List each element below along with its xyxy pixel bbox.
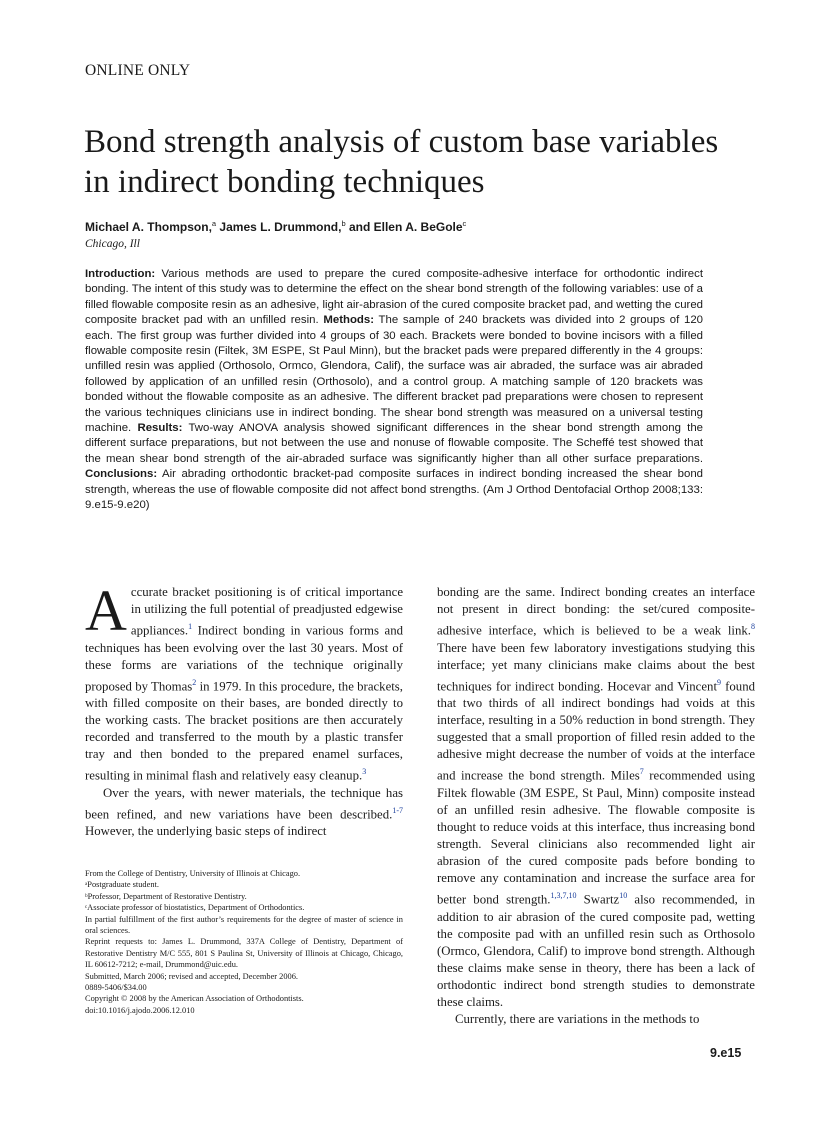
author-name: and Ellen A. BeGole	[348, 220, 463, 234]
footnote: ᵃPostgraduate student.	[85, 880, 159, 890]
footnote: ᵇProfessor, Department of Restorative Dentistry.	[85, 891, 247, 901]
body-paragraph	[437, 584, 755, 1011]
citation-link[interactable]: 10	[619, 891, 628, 901]
body-text: Swartz	[576, 892, 620, 907]
body-text: Over the years, with newer materials, the technique has been refined, and new variations have been described.	[85, 785, 403, 822]
citation-link[interactable]: 9	[717, 677, 721, 687]
abstract	[85, 267, 703, 514]
body-column-left	[85, 578, 403, 840]
footnote: In partial fulfillment of the first author’s requirements for the degree of master of science in oral sciences.	[85, 914, 403, 936]
footnotes	[85, 868, 403, 1016]
citation-link[interactable]: 7	[639, 767, 644, 777]
section-label: ONLINE ONLY	[85, 62, 191, 79]
citation-link[interactable]: 2	[192, 677, 197, 687]
abstract-results-text: Two-way ANOVA analysis showed significant differences in the shear bond strength among the different surface preparations, but not between the use and nonuse of flowable composite. The Scheffé test showed that the mean shear bond strength of the air-abraded surface was significantly higher than all other surface preparations.	[85, 422, 703, 465]
article-title: Bond strength analysis of custom base variables in indirect bonding techniques	[84, 124, 719, 200]
footnote: Copyright © 2008 by the American Association of Orthodontists.	[85, 994, 304, 1004]
body-text: also recommended, in addition to air abrasion of the cured composite pad, wetting the composite pad with an unfilled resin such as Orthosolo (Ormco, Glendora, Calif) to improve bond strength. Although these claims make sense in theory, there has been a lack of orthodontic indirect bond strength studies to demonstrate these claims.	[437, 892, 755, 1010]
abstract-results-label: Results:	[131, 422, 183, 435]
footnote: Reprint requests to: James L. Drummond, 337A College of Dentistry, Department of Restorative Dentistry M/C 555, 801 S Paulina St, University of Illinois at Chicago, Chicago, IL 60612-7212; e-mail, Drummond@uic.edu.	[85, 937, 403, 970]
abstract-methods-text: The sample of 240 brackets was divided into 2 groups of 120 each. The first group was further divided into 4 groups of 30 each. Brackets were bonded to bovine incisors with a filled flowable composite resin (Filtek, 3M ESPE, St Paul Minn), but the bracket pads were prepared differently in the 4 groups: unfilled resin was applied (Orthosolo, Ormco, Glendora, Calif), the surface was air abraded, the surface was air abraded followed by application of an unfilled resin (Orthosolo), and a control group. A matching sample of 120 brackets was bonded without the flowable composite as an adhesive. The different bracket pad preparations were chosen to represent the various techniques clinicians use in indirect bonding. The shear bond strength was measured on a universal testing machine.	[85, 314, 704, 435]
author-location: Chicago, Ill	[85, 238, 140, 250]
abstract-intro-text: Various methods are used to prepare the cured composite-adhesive interface for orthodontic indirect bonding. The intent of this study was to determine the effect on the shear bond strength of the following variables: use of a filled flowable composite resin as an adhesive, light air-abrasion of the cured composite bracket pad, and wetting the cured composite bracket pad with an unfilled resin.	[85, 268, 703, 327]
abstract-conclusions-label: Conclusions:	[85, 468, 158, 481]
body-paragraph	[85, 578, 403, 785]
body-text: recommended using Filtek flowable (3M ESPE, St Paul, Minn) composite instead of an unfilled resin adhesive. The flowable composite is thought to reduce voids at this interface, thus increasing bond strength. Several clinicians also recommended light air abrasion of the cured composite pads before bonding to remove any contamination and increase the surface area for better bond strength.	[437, 768, 755, 907]
body-text: in 1979. In this procedure, the brackets, with filled composite on their bases, are bonded directly to the working casts. The bracket positions are then accurately recorded and transferred to the mouth by a plastic transfer tray and then bonded to the prepared enamel surfaces, resulting in minimal flash and relatively easy cleanup.	[85, 679, 403, 783]
citation-link[interactable]: 1,3,7,10	[550, 891, 577, 901]
abstract-intro-label: Introduction:	[85, 268, 156, 280]
body-paragraph	[85, 785, 403, 841]
author-name: Michael A. Thompson,	[85, 220, 212, 234]
abstract-methods-label: Methods:	[318, 314, 374, 327]
body-text: bonding are the same. Indirect bonding creates an interface not present in direct bonding: the set/cured composite-adhesive interface, which is believed to be a weak link.	[437, 585, 755, 638]
footnote: Submitted, March 2006; revised and accepted, December 2006.	[85, 971, 299, 981]
author-list	[85, 219, 466, 234]
author-affiliation-mark: a	[211, 219, 217, 228]
citation-link[interactable]: 1-7	[392, 805, 403, 815]
doi-link[interactable]: doi:10.1016/j.ajodo.2006.12.010	[85, 1005, 195, 1015]
page-number: 9.e15	[710, 1046, 742, 1060]
body-text: There have been few laboratory investigations studying this interface; yet many clinicians make claims about the best techniques for indirect bonding. Hocevar and Vincent	[437, 640, 755, 693]
body-text: found that two thirds of all indirect bondings had voids at this interface, resulting in a 50% reduction in bond strength. They suggested that a small proportion of filled resin added to the adhesive might decrease the number of voids at the interface and increase the bond strength. Miles	[437, 679, 755, 783]
abstract-conclusions-text: Air abrading orthodontic bracket-pad composite surfaces in indirect bonding increased the shear bond strength, whereas the use of flowable composite did not affect bond strengths. (Am J Orthod Dentofacial Orthop 2008;133: 9.e15-9.e20)	[85, 468, 703, 512]
citation-link[interactable]: 8	[751, 622, 755, 632]
body-text: ccurate bracket positioning is of critical importance in utilizing the full potential of preadjusted edgewise appliances.	[130, 585, 403, 638]
author-affiliation-mark: b	[341, 219, 346, 228]
drop-cap: A	[85, 578, 127, 643]
author-affiliation-mark: c	[462, 219, 467, 228]
body-paragraph: Currently, there are variations in the methods to	[455, 1012, 700, 1027]
citation-link[interactable]: 1	[188, 622, 193, 632]
citation-link[interactable]: 3	[362, 767, 367, 777]
footnote: 0889-5406/$34.00	[85, 983, 147, 993]
footnote: From the College of Dentistry, University of Illinois at Chicago.	[85, 869, 301, 878]
footnote: ᶜAssociate professor of biostatistics, Department of Orthodontics.	[85, 903, 305, 913]
body-text: However, the underlying basic steps of indirect	[85, 824, 327, 839]
body-text: Indirect bonding in various forms and techniques has been evolving over the last 30 years. Most of these forms are variations of the technique originally proposed by Thomas	[85, 623, 403, 693]
author-name: James L. Drummond,	[219, 220, 342, 234]
body-column-right	[437, 584, 755, 1028]
